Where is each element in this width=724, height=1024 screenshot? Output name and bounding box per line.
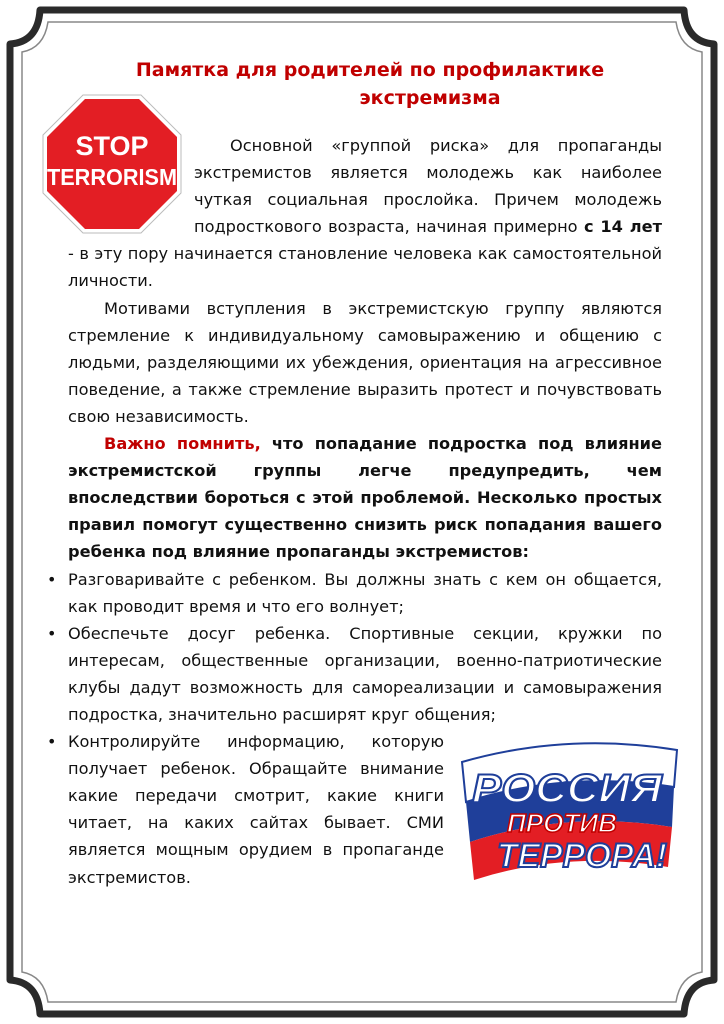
paragraph-1-end: - в эту пору начинается становление человека как самостоятельной личности. — [68, 244, 662, 291]
stop-sign-line-1: STOP — [75, 131, 149, 161]
stop-sign-line-2: TERRORISM — [47, 164, 177, 190]
title-line-2: экстремизма — [359, 87, 501, 109]
russia-against-terror-logo — [452, 732, 682, 882]
paragraph-motives: Мотивами вступления в экстремистскую группу являются стремление к индивидуальному самовыражению и общению с людьми, разделяющими их убеждения, ориентация на агрессивное поведение, а также стремление выразить протест и почувствовать свою независимость. — [68, 298, 662, 426]
paragraph-1-text: Основной «группой риска» для пропаганды экстремистов является молодежь как наиболее чуткая социальная прослойка. Причем молодежь подросткового возраста, начиная примерно — [194, 136, 662, 237]
paragraph-3-text: что попадание подростка под влияние экстремистской группы легче предупредить, чем впоследствии бороться с этой проблемой. Несколько простых правил помогут существенно снизить риск попадания вашего ребенка под влияние пропаганды экстремистов: — [68, 434, 662, 562]
paragraph-important — [68, 430, 662, 565]
logo-line-2: ПРОТИВ — [507, 808, 617, 839]
age-highlight: с 14 лет — [583, 217, 662, 237]
memo-body — [68, 132, 667, 891]
title-line-1: Памятка для родителей по профилактике — [135, 59, 605, 81]
list-item: • РОССИЯ ПРОТИВ ТЕРРОРА! Контролируйте информацию, которую получает ребенок. Обращайте внимание какие передачи смотрит, какие книги читает, на каких сайтах бывает. СМИ является мощным орудием в пропаганде экстремистов. — [68, 728, 662, 891]
logo-line-1: • РОССИЯ — [472, 767, 663, 812]
list-item: • Разговаривайте с ребенком. Вы должны знать с кем он общается, как проводит время и что его волнует; — [68, 566, 662, 620]
logo-line-3: ТЕРРОРА! — [497, 837, 667, 876]
rules-list — [68, 566, 667, 891]
list-item: • Обеспечьте досуг ребенка. Спортивные секции, кружки по интересам, общественные организации, военно-патриотические клубы дадут возможность для самореализации и самовыражения подростка, значительно расширят круг общения; — [68, 620, 662, 728]
important-highlight: Важно помнить, — [104, 434, 261, 454]
